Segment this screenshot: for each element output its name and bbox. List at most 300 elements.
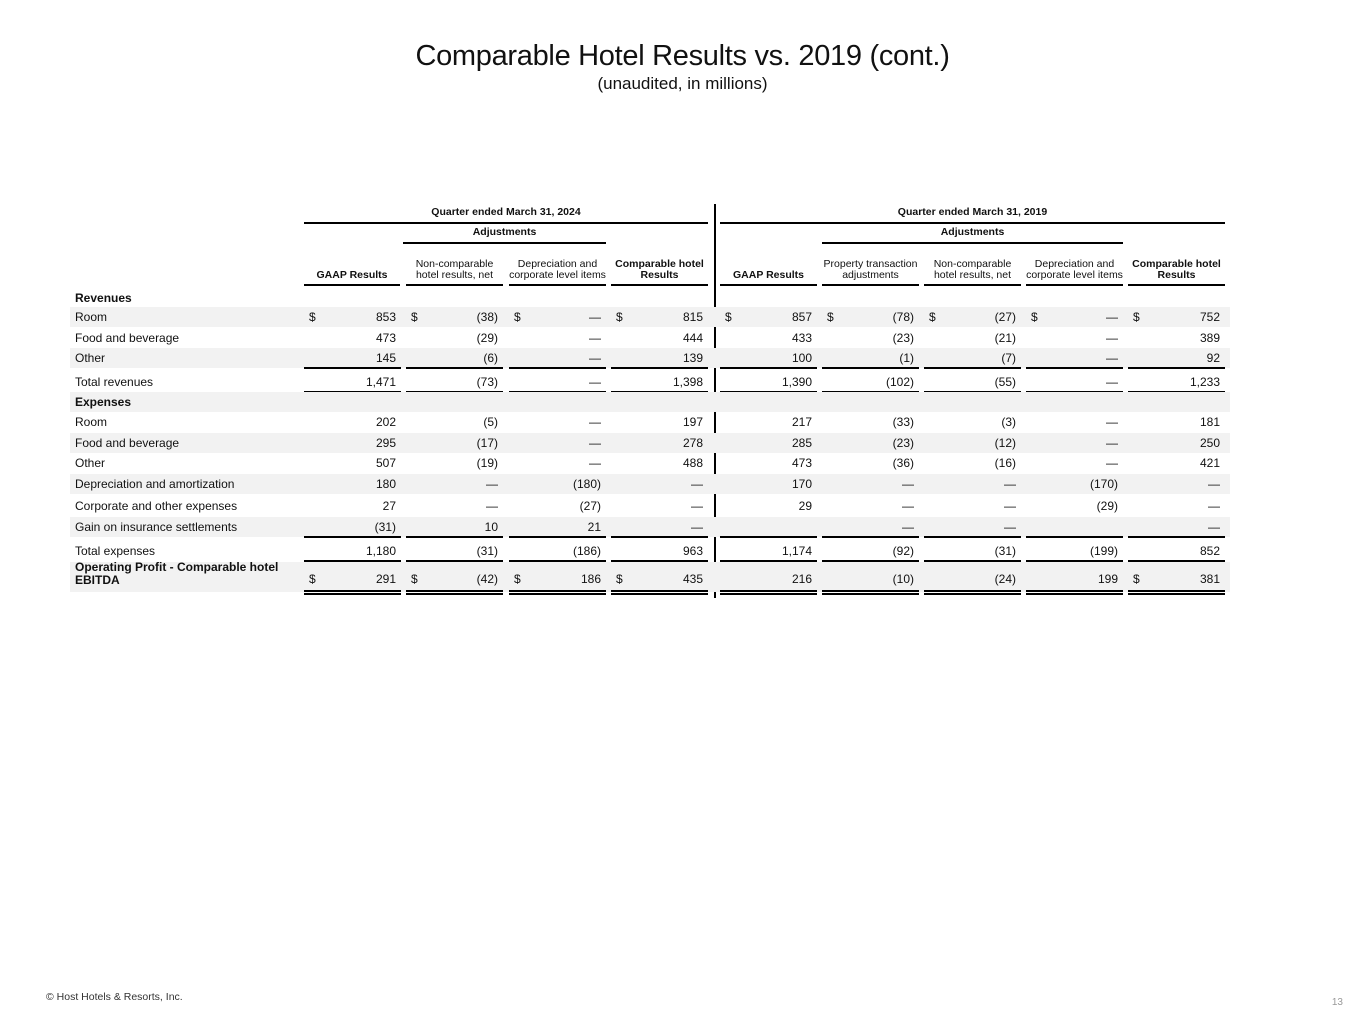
cell-value: (31): [374, 520, 396, 534]
table-cell: [720, 541, 817, 561]
cell-value: (27): [579, 499, 601, 513]
dollar-sign: $: [616, 310, 623, 324]
cell-value: —: [902, 477, 914, 491]
table-cell: [1026, 328, 1123, 348]
page-title: Comparable Hotel Results vs. 2019 (cont.): [415, 40, 950, 72]
cell-value: 278: [682, 436, 703, 450]
double-underline: [924, 593, 1021, 595]
cell-value: —: [1106, 331, 1118, 345]
section-label: Revenues: [75, 291, 132, 305]
table-row: [70, 412, 1230, 432]
cell-value: —: [589, 331, 601, 345]
table-cell: [1026, 348, 1123, 368]
cell-value: (170): [1089, 477, 1118, 491]
cell-value: 10: [484, 520, 498, 534]
cell-value: 1,180: [365, 544, 396, 558]
period-header-2019: Quarter ended March 31, 2019: [720, 206, 1225, 224]
underline: [924, 367, 1021, 369]
cell-value: 752: [1199, 310, 1220, 324]
cell-value: —: [1106, 310, 1118, 324]
table-cell: [304, 496, 401, 516]
cell-value: (27): [994, 310, 1016, 324]
table-cell: [822, 433, 919, 453]
row-label: Gain on insurance settlements: [75, 520, 238, 534]
table-cell: [720, 496, 817, 516]
cell-value: (24): [994, 572, 1016, 586]
table-cell: [1128, 453, 1225, 473]
cell-value: —: [589, 375, 601, 389]
table-row: [70, 474, 1230, 494]
cell-value: 27: [382, 499, 396, 513]
cell-value: 29: [798, 499, 812, 513]
table-cell: [406, 372, 503, 392]
dollar-sign: $: [616, 572, 623, 586]
table-cell: [822, 412, 919, 432]
copyright: © Host Hotels & Resorts, Inc.: [46, 991, 183, 1003]
table-cell: [1128, 562, 1225, 586]
table-cell: [720, 348, 817, 368]
dollar-sign: $: [309, 572, 316, 586]
table-cell: [509, 562, 606, 586]
cell-value: (5): [483, 415, 498, 429]
table-cell: [611, 541, 708, 561]
double-underline: [1128, 590, 1225, 592]
dollar-sign: $: [309, 310, 316, 324]
table-cell: [822, 307, 919, 327]
table-cell: [304, 412, 401, 432]
table-cell: [1128, 412, 1225, 432]
double-underline: [509, 593, 606, 595]
double-underline: [304, 590, 401, 592]
table-cell: [611, 328, 708, 348]
cell-value: 1,174: [781, 544, 812, 558]
table-cell: [924, 433, 1021, 453]
table-cell: [304, 453, 401, 473]
cell-value: 202: [375, 415, 396, 429]
cell-value: (38): [476, 310, 498, 324]
table-cell: [1128, 372, 1225, 392]
underline: [720, 536, 817, 538]
cell-value: 92: [1206, 351, 1220, 365]
cell-value: 1,390: [781, 375, 812, 389]
cell-value: —: [1004, 499, 1016, 513]
period-header-2024: Quarter ended March 31, 2024: [304, 206, 708, 224]
table-cell: [720, 433, 817, 453]
double-underline: [720, 590, 817, 592]
table-cell: [406, 412, 503, 432]
table-cell: [304, 474, 401, 494]
cell-value: (36): [892, 456, 914, 470]
cell-value: 100: [791, 351, 812, 365]
underline: [1128, 536, 1225, 538]
underline: [1128, 367, 1225, 369]
cell-value: (42): [476, 572, 498, 586]
underline: [924, 536, 1021, 538]
table-cell: [1026, 517, 1123, 537]
cell-value: —: [1004, 520, 1016, 534]
table-cell: [509, 372, 606, 392]
table-cell: [924, 496, 1021, 516]
table-cell: [1026, 372, 1123, 392]
cell-value: (10): [892, 572, 914, 586]
cell-value: 181: [1199, 415, 1220, 429]
table-row: [70, 348, 1230, 368]
cell-value: —: [902, 520, 914, 534]
cell-value: 815: [682, 310, 703, 324]
table-cell: [1128, 474, 1225, 494]
table-cell: [1128, 307, 1225, 327]
table-cell: [822, 496, 919, 516]
table-cell: [924, 412, 1021, 432]
table-cell: [611, 453, 708, 473]
table-cell: [406, 348, 503, 368]
cell-value: (16): [994, 456, 1016, 470]
cell-value: (1): [899, 351, 914, 365]
table-cell: [1026, 412, 1123, 432]
table-cell: [509, 453, 606, 473]
double-underline: [1026, 593, 1123, 595]
table-cell: [720, 562, 817, 586]
table-cell: [406, 496, 503, 516]
cell-value: 216: [791, 572, 812, 586]
table-cell: [406, 307, 503, 327]
table-cell: [924, 328, 1021, 348]
cell-value: (12): [994, 436, 1016, 450]
table-row: [70, 433, 1230, 453]
dollar-sign: $: [1133, 310, 1140, 324]
double-underline: [406, 593, 503, 595]
cell-value: (19): [476, 456, 498, 470]
table-cell: [611, 562, 708, 586]
table-row: [70, 496, 1230, 516]
double-underline: [1026, 590, 1123, 592]
row-label: Food and beverage: [75, 331, 180, 345]
row-label: [75, 561, 278, 587]
table-cell: [822, 348, 919, 368]
cell-value: —: [1106, 415, 1118, 429]
cell-value: 444: [682, 331, 703, 345]
cell-value: —: [589, 456, 601, 470]
table-cell: [304, 328, 401, 348]
table-cell: [1128, 348, 1225, 368]
table-row: [70, 372, 1230, 392]
dollar-sign: $: [725, 310, 732, 324]
underline: [720, 367, 817, 369]
cell-value: (180): [572, 477, 601, 491]
row-label: Depreciation and amortization: [75, 477, 235, 491]
row-label: Food and beverage: [75, 436, 180, 450]
cell-value: —: [1208, 477, 1220, 491]
underline: [611, 367, 708, 369]
table-cell: [406, 453, 503, 473]
table-cell: [720, 517, 817, 537]
double-underline: [720, 593, 817, 595]
double-underline: [509, 590, 606, 592]
table-cell: [509, 517, 606, 537]
col-header-depreciation-2024: Depreciation and corporate level items: [509, 242, 606, 286]
cell-value: 435: [682, 572, 703, 586]
table-cell: [720, 453, 817, 473]
table-cell: [304, 433, 401, 453]
adjustments-header-2019: Adjustments: [822, 226, 1123, 244]
cell-value: (33): [892, 415, 914, 429]
table-cell: [822, 517, 919, 537]
table-cell: [611, 433, 708, 453]
cell-value: —: [589, 310, 601, 324]
table-cell: [822, 562, 919, 586]
table-cell: [611, 307, 708, 327]
underline: [406, 536, 503, 538]
table-cell: [1128, 328, 1225, 348]
cell-value: (92): [892, 544, 914, 558]
double-underline: [1128, 593, 1225, 595]
table-cell: [720, 328, 817, 348]
cell-value: (186): [572, 544, 601, 558]
cell-value: (17): [476, 436, 498, 450]
table-row: [70, 517, 1230, 537]
cell-value: 21: [587, 520, 601, 534]
table-cell: [509, 307, 606, 327]
cell-value: 1,233: [1189, 375, 1220, 389]
row-label: Total expenses: [75, 544, 156, 558]
section-row: [70, 392, 1230, 412]
table-cell: [822, 474, 919, 494]
cell-value: 857: [791, 310, 812, 324]
underline: [822, 367, 919, 369]
table-row: [70, 328, 1230, 348]
cell-value: 389: [1199, 331, 1220, 345]
table-cell: [509, 412, 606, 432]
cell-value: 186: [580, 572, 601, 586]
table-cell: [611, 348, 708, 368]
table-cell: [1026, 541, 1123, 561]
cell-value: —: [486, 477, 498, 491]
table-cell: [406, 562, 503, 586]
table-cell: [1026, 562, 1123, 586]
adjustments-header-2024: Adjustments: [403, 226, 606, 244]
table-cell: [822, 541, 919, 561]
underline: [509, 367, 606, 369]
cell-value: 507: [375, 456, 396, 470]
table-cell: [406, 541, 503, 561]
table-cell: [1026, 496, 1123, 516]
cell-value: 291: [375, 572, 396, 586]
cell-value: (31): [994, 544, 1016, 558]
table-cell: [406, 433, 503, 453]
table-cell: [822, 453, 919, 473]
cell-value: —: [1208, 520, 1220, 534]
cell-value: 217: [791, 415, 812, 429]
table-cell: [304, 348, 401, 368]
cell-value: 963: [682, 544, 703, 558]
cell-value: 250: [1199, 436, 1220, 450]
col-header-comparable-2019: Comparable hotel Results: [1128, 242, 1225, 286]
cell-value: —: [691, 499, 703, 513]
row-label: Corporate and other expenses: [75, 499, 238, 513]
table-cell: [509, 474, 606, 494]
table-cell: [1128, 433, 1225, 453]
cell-value: (6): [483, 351, 498, 365]
cell-value: —: [1004, 477, 1016, 491]
table-cell: [924, 517, 1021, 537]
col-header-depreciation-2019: Depreciation and corporate level items: [1026, 242, 1123, 286]
cell-value: 381: [1199, 572, 1220, 586]
table-cell: [924, 562, 1021, 586]
table-cell: [1026, 307, 1123, 327]
table-cell: [611, 412, 708, 432]
cell-value: (7): [1001, 351, 1016, 365]
underline: [611, 536, 708, 538]
page-subtitle: (unaudited, in millions): [597, 74, 768, 93]
table-cell: [406, 328, 503, 348]
table-row: [70, 541, 1230, 561]
table-cell: [1128, 517, 1225, 537]
table-cell: [1026, 474, 1123, 494]
cell-value: —: [1106, 436, 1118, 450]
table-cell: [509, 541, 606, 561]
dollar-sign: $: [1133, 572, 1140, 586]
row-label: Other: [75, 456, 106, 470]
row-label: Room: [75, 415, 108, 429]
table-cell: [1026, 453, 1123, 473]
underline: [304, 367, 401, 369]
dollar-sign: $: [1031, 310, 1038, 324]
table-cell: [924, 372, 1021, 392]
cell-value: (102): [885, 375, 914, 389]
cell-value: 473: [375, 331, 396, 345]
table-cell: [720, 412, 817, 432]
col-header-noncomparable-2024: Non-comparable hotel results, net: [406, 242, 503, 286]
row-label-line2: EBITDA: [75, 573, 120, 587]
dollar-sign: $: [411, 310, 418, 324]
table-cell: [304, 562, 401, 586]
cell-value: (78): [892, 310, 914, 324]
double-underline: [611, 593, 708, 595]
cell-value: 1,471: [365, 375, 396, 389]
cell-value: (31): [476, 544, 498, 558]
section-label: Expenses: [75, 395, 132, 409]
cell-value: —: [589, 351, 601, 365]
table-cell: [304, 372, 401, 392]
double-underline: [406, 590, 503, 592]
cell-value: 295: [375, 436, 396, 450]
table-cell: [611, 496, 708, 516]
row-label-line1: Operating Profit - Comparable hotel: [75, 560, 279, 574]
underline: [822, 536, 919, 538]
cell-value: 285: [791, 436, 812, 450]
cell-value: 853: [375, 310, 396, 324]
cell-value: 145: [375, 351, 396, 365]
row-label: Other: [75, 351, 106, 365]
table-cell: [509, 348, 606, 368]
cell-value: (73): [476, 375, 498, 389]
cell-value: 488: [682, 456, 703, 470]
underline: [304, 536, 401, 538]
table-cell: [720, 474, 817, 494]
table-cell: [509, 433, 606, 453]
cell-value: —: [1208, 499, 1220, 513]
cell-value: 852: [1199, 544, 1220, 558]
table-cell: [509, 328, 606, 348]
cell-value: (21): [994, 331, 1016, 345]
table-row: [70, 453, 1230, 473]
table-cell: [304, 541, 401, 561]
cell-value: —: [589, 436, 601, 450]
underline: [1026, 536, 1123, 538]
table-cell: [822, 328, 919, 348]
table-cell: [304, 517, 401, 537]
cell-value: 197: [682, 415, 703, 429]
cell-value: —: [902, 499, 914, 513]
cell-value: —: [486, 499, 498, 513]
table-cell: [611, 372, 708, 392]
cell-value: 199: [1097, 572, 1118, 586]
underline: [509, 536, 606, 538]
table-cell: [822, 372, 919, 392]
table-cell: [924, 453, 1021, 473]
cell-value: (3): [1001, 415, 1016, 429]
table-cell: [720, 307, 817, 327]
table-cell: [611, 517, 708, 537]
table-cell: [1026, 433, 1123, 453]
cell-value: 170: [791, 477, 812, 491]
table-cell: [924, 307, 1021, 327]
col-header-comparable-2024: Comparable hotel Results: [611, 242, 708, 286]
cell-value: (23): [892, 436, 914, 450]
cell-value: 180: [375, 477, 396, 491]
col-header-gaap-2024: GAAP Results: [304, 242, 400, 286]
row-label: Room: [75, 310, 108, 324]
table-cell: [406, 517, 503, 537]
cell-value: —: [1106, 456, 1118, 470]
double-underline: [924, 590, 1021, 592]
cell-value: 421: [1199, 456, 1220, 470]
cell-value: 139: [682, 351, 703, 365]
dollar-sign: $: [929, 310, 936, 324]
cell-value: 433: [791, 331, 812, 345]
table-cell: [924, 474, 1021, 494]
dollar-sign: $: [514, 310, 521, 324]
cell-value: —: [1106, 351, 1118, 365]
cell-value: 1,398: [672, 375, 703, 389]
col-header-noncomparable-2019: Non-comparable hotel results, net: [924, 242, 1021, 286]
section-row: [70, 288, 1230, 308]
cell-value: (29): [1096, 499, 1118, 513]
cell-value: (55): [994, 375, 1016, 389]
cell-value: —: [691, 477, 703, 491]
col-header-gaap-2019: GAAP Results: [720, 242, 817, 286]
cell-value: —: [1106, 375, 1118, 389]
row-label: Total revenues: [75, 375, 154, 389]
table-cell: [924, 348, 1021, 368]
table-cell: [720, 372, 817, 392]
cell-value: (23): [892, 331, 914, 345]
underline: [406, 367, 503, 369]
underline: [1026, 367, 1123, 369]
double-underline: [611, 590, 708, 592]
cell-value: (199): [1089, 544, 1118, 558]
cell-value: —: [589, 415, 601, 429]
table-cell: [924, 541, 1021, 561]
double-underline: [304, 593, 401, 595]
table-cell: [1128, 496, 1225, 516]
cell-value: (29): [476, 331, 498, 345]
col-header-property-2019: Property transaction adjustments: [822, 242, 919, 286]
table-cell: [1128, 541, 1225, 561]
cell-value: 473: [791, 456, 812, 470]
dollar-sign: $: [514, 572, 521, 586]
double-underline: [822, 590, 919, 592]
